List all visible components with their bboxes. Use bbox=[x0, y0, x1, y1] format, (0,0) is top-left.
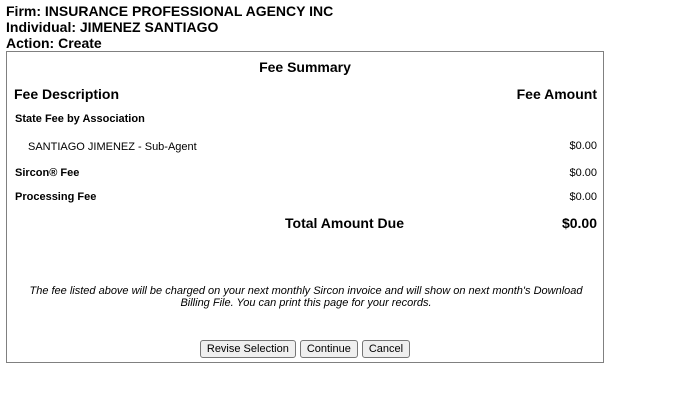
individual-label: Individual: bbox=[6, 19, 76, 35]
processing-fee-label: Processing Fee bbox=[15, 191, 97, 203]
cancel-button[interactable]: Cancel bbox=[362, 340, 410, 358]
total-amount-due-label: Total Amount Due bbox=[285, 215, 404, 231]
billing-notice: The fee listed above will be charged on your next monthly Sircon invoice and will show on next month's Download Billing File. You can print this page for your records. bbox=[29, 285, 583, 309]
action-label: Action: bbox=[6, 35, 55, 51]
continue-button[interactable]: Continue bbox=[300, 340, 358, 358]
state-fee-heading: State Fee by Association bbox=[15, 113, 145, 125]
action-line bbox=[6, 35, 102, 51]
revise-selection-button[interactable]: Revise Selection bbox=[200, 340, 296, 358]
firm-label: Firm: bbox=[6, 3, 41, 19]
sub-agent-fee-amount: $0.00 bbox=[569, 140, 597, 152]
action-value: Create bbox=[58, 35, 102, 51]
firm-name: INSURANCE PROFESSIONAL AGENCY INC bbox=[44, 3, 334, 19]
action-buttons bbox=[7, 340, 603, 358]
fee-summary-panel bbox=[6, 51, 604, 363]
fee-description-header: Fee Description bbox=[14, 86, 120, 102]
individual-name: JIMENEZ SANTIAGO bbox=[79, 19, 219, 35]
sircon-fee-amount: $0.00 bbox=[569, 167, 597, 179]
sub-agent-fee-label: SANTIAGO JIMENEZ - Sub-Agent bbox=[28, 141, 197, 153]
sircon-fee-label: Sircon® Fee bbox=[15, 167, 80, 179]
processing-fee-amount: $0.00 bbox=[569, 191, 597, 203]
fee-amount-header: Fee Amount bbox=[516, 86, 597, 102]
fee-summary-title: Fee Summary bbox=[259, 59, 351, 75]
individual-line bbox=[6, 19, 218, 35]
total-amount-due-value: $0.00 bbox=[561, 215, 597, 231]
firm-line bbox=[6, 3, 333, 19]
